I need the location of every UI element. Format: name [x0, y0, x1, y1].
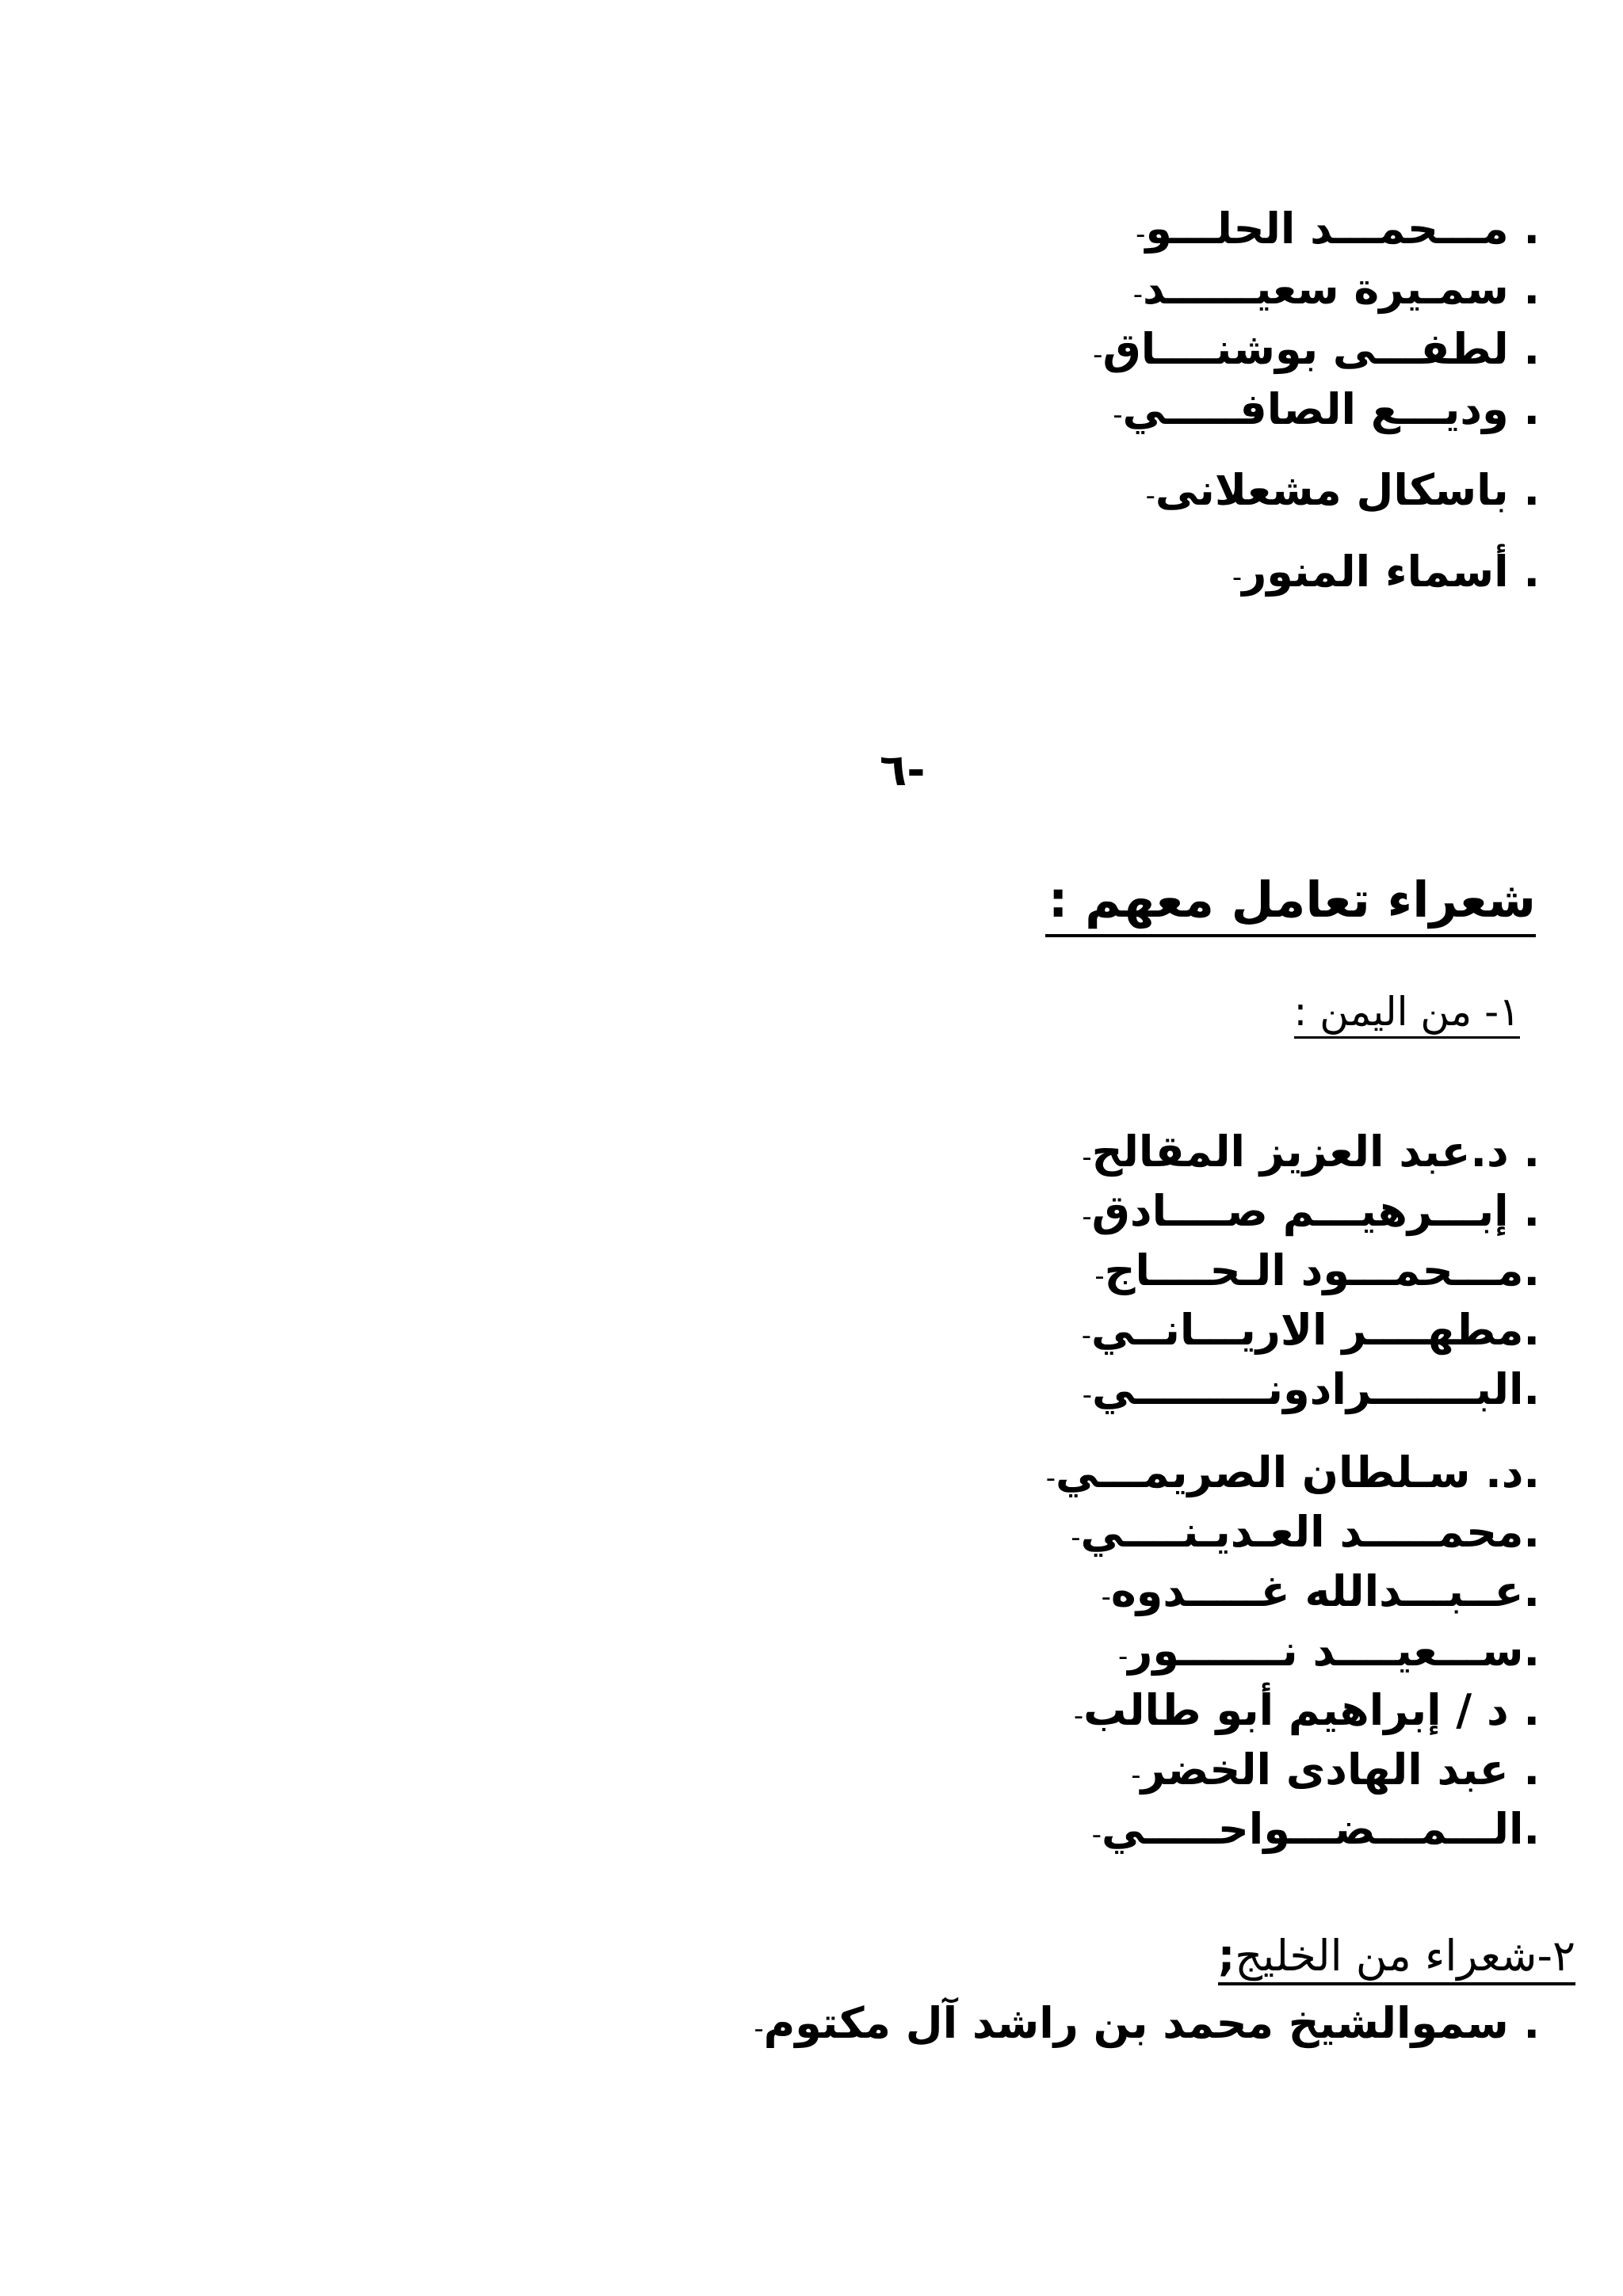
list-item — [1082, 1127, 1540, 1177]
list-item — [1045, 1447, 1540, 1497]
list-item — [1082, 1186, 1540, 1236]
list-item — [1136, 204, 1540, 254]
bullet-dash: - — [1131, 1760, 1141, 1791]
list-item — [1113, 384, 1540, 434]
list-item-text: باسكال مشعلانى . — [1155, 465, 1540, 515]
list-item-text: د. سـلطان الصريمـــي. — [1056, 1447, 1540, 1497]
list-item — [1101, 1566, 1540, 1616]
bullet-dash: - — [1101, 1581, 1111, 1613]
bullet-dash: - — [1045, 1463, 1056, 1494]
list-item — [1232, 547, 1540, 597]
subsection-yemen-title: ١- من اليمن : — [1294, 992, 1520, 1039]
bullet-dash: - — [1136, 219, 1146, 250]
list-item-text: إبـــرهيـــم صــــادق . — [1091, 1186, 1540, 1236]
bullet-dash: - — [1145, 480, 1155, 512]
list-item-text: أسماء المنور . — [1242, 547, 1540, 597]
list-item — [1132, 264, 1540, 314]
list-item-text: الـــمـــضـــواحـــــي. — [1101, 1804, 1540, 1854]
list-item-text: محمـــــد العـديـنــــي. — [1080, 1507, 1540, 1557]
bullet-dash: - — [1117, 1641, 1128, 1672]
list-item — [754, 1998, 1540, 2048]
list-item — [1117, 1626, 1540, 1676]
list-item — [1091, 1804, 1540, 1854]
bullet-dash: - — [1082, 1201, 1092, 1233]
list-item-text: سمـيرة سعيــــــد . — [1143, 264, 1540, 314]
bullet-dash: - — [1232, 562, 1243, 593]
list-item — [1073, 1685, 1540, 1735]
bullet-dash: - — [1073, 1700, 1084, 1732]
list-item-text: د.عبد العزيز المقالح . — [1091, 1127, 1540, 1177]
list-item — [1093, 324, 1540, 374]
bullet-dash: - — [1113, 399, 1123, 431]
page-number: -٦ — [880, 745, 926, 796]
list-item-text: عبد الهادى الخضر . — [1140, 1745, 1540, 1794]
list-item — [1131, 1745, 1540, 1794]
list-item — [1081, 1305, 1540, 1355]
list-item-text: مـــحمـــد الحلـــو . — [1145, 204, 1540, 254]
subsection-gulf-text: ٢-شعراء من الخليج — [1235, 1931, 1575, 1981]
list-item-text: البـــــــرادونـــــــــي. — [1092, 1364, 1540, 1414]
list-item — [1082, 1364, 1540, 1414]
list-item-text: وديـــع الصافـــــي . — [1122, 384, 1540, 434]
bullet-dash: - — [1082, 1379, 1093, 1411]
list-item-text: ســـعيــــد نـــــــور. — [1128, 1626, 1540, 1676]
bullet-dash: - — [1093, 339, 1103, 371]
list-item-text: د / إبراهيم أبو طالب . — [1083, 1685, 1540, 1735]
list-item-text: عــبـــدالله غـــــدوه. — [1110, 1566, 1540, 1616]
bullet-dash: - — [1094, 1261, 1105, 1292]
subsection-gulf-title — [1217, 1931, 1575, 1985]
section-title: شعراء تعامل معهم : — [1045, 875, 1536, 937]
list-item — [1071, 1507, 1540, 1557]
list-item — [1145, 465, 1540, 515]
list-item-text: مـــحمـــود الـحــــاج. — [1104, 1245, 1540, 1295]
list-item — [1094, 1245, 1540, 1295]
list-item-text: لطفـــى بوشنــــاق . — [1102, 324, 1540, 374]
bullet-dash: - — [1091, 1819, 1102, 1851]
subsection-gulf-colon: ; — [1217, 1931, 1235, 1981]
bullet-dash: - — [1081, 1320, 1092, 1352]
bullet-dash: - — [1071, 1522, 1081, 1554]
list-item-text: سموالشيخ محمد بن راشد آل مكتوم . — [763, 1998, 1540, 2048]
bullet-dash: - — [1132, 279, 1144, 311]
bullet-dash: - — [754, 2013, 764, 2045]
bullet-dash: - — [1082, 1142, 1092, 1173]
list-item-text: مطهــــر الاريـــانــي. — [1091, 1305, 1540, 1355]
